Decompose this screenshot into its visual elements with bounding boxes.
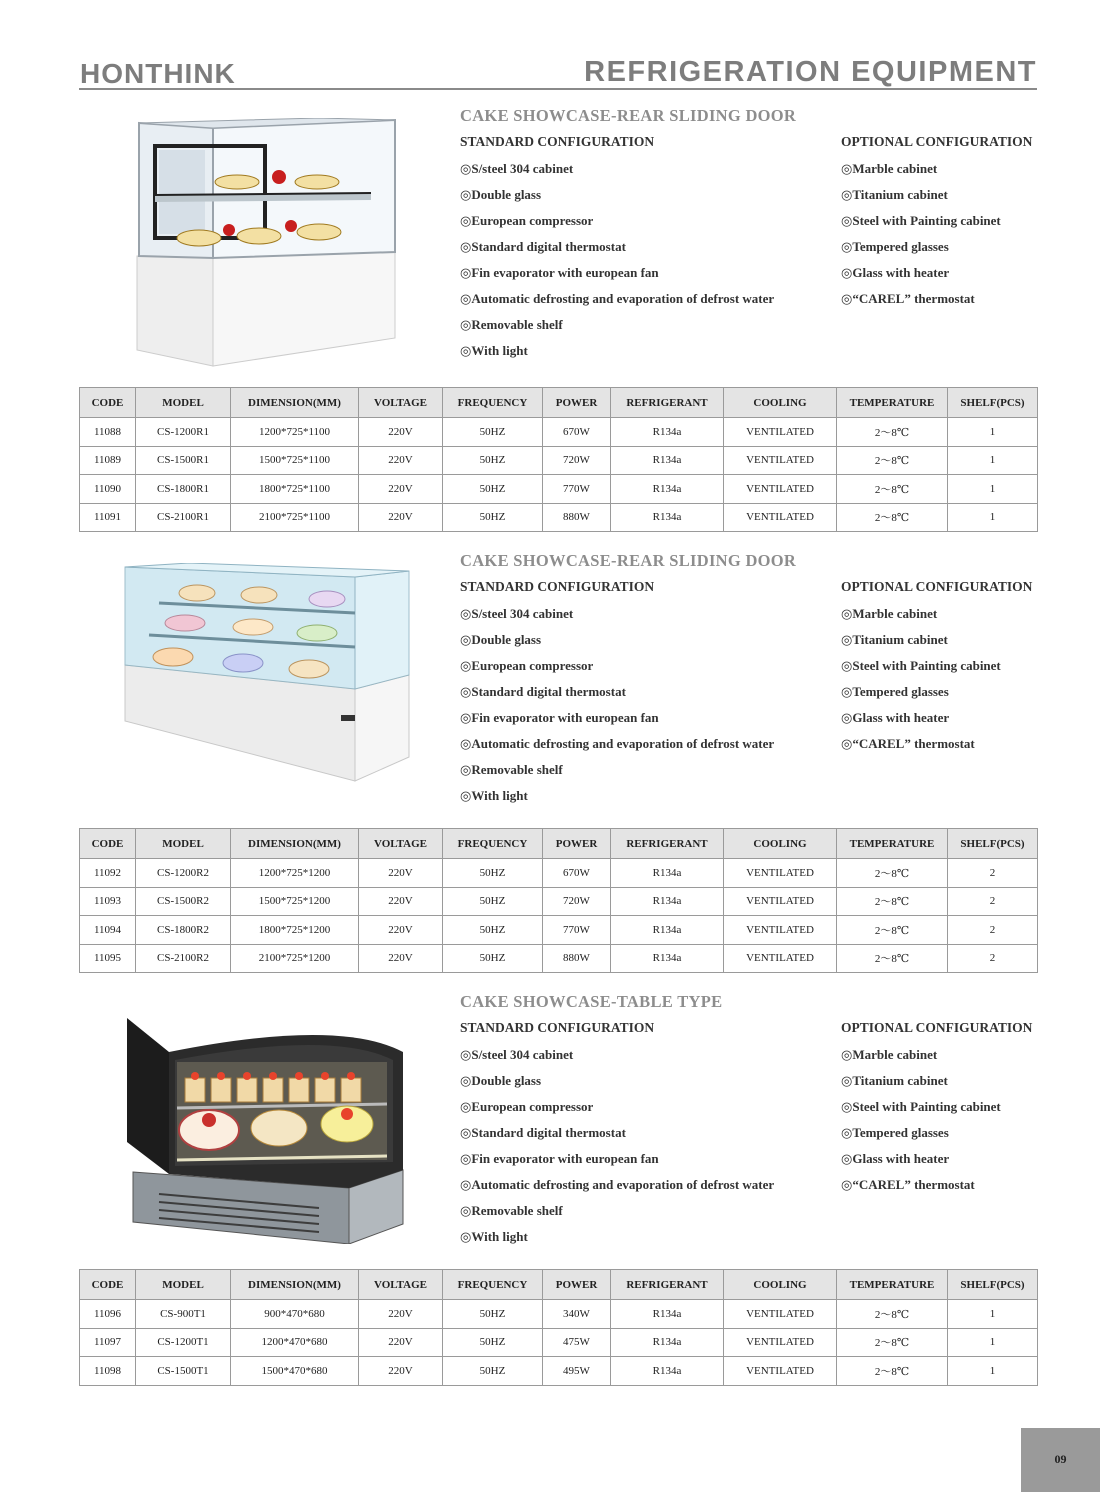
cell-shelf: 1 <box>948 1357 1038 1386</box>
optional-config-item: ◎“CAREL” thermostat <box>841 736 975 751</box>
section-title: CAKE SHOWCASE-REAR SLIDING DOOR <box>460 106 797 125</box>
cell-frequency: 50HZ <box>443 944 543 973</box>
cell-frequency: 50HZ <box>443 503 543 532</box>
cell-cooling: VENTILATED <box>724 916 837 945</box>
standard-config-item: ◎S/steel 304 cabinet <box>460 1047 574 1062</box>
table-row <box>80 859 1038 888</box>
cake-showcase-table-type-image <box>119 1012 419 1244</box>
cell-dimension: 1200*725*1100 <box>231 418 359 447</box>
cell-power: 495W <box>543 1357 611 1386</box>
cell-temperature: 2～8℃ <box>837 944 948 973</box>
cell-frequency: 50HZ <box>443 916 543 945</box>
cell-dimension: 2100*725*1100 <box>231 503 359 532</box>
cell-temperature: 2～8℃ <box>837 859 948 888</box>
optional-config-item: ◎Marble cabinet <box>841 1047 938 1062</box>
standard-config-item: ◎Fin evaporator with european fan <box>460 1151 659 1166</box>
cell-temperature: 2～8℃ <box>837 503 948 532</box>
cell-dimension: 2100*725*1200 <box>231 944 359 973</box>
cell-power: 720W <box>543 887 611 916</box>
column-header-code: CODE <box>80 829 136 859</box>
product-section-3 <box>79 992 1037 1386</box>
column-header-frequency: FREQUENCY <box>443 829 543 859</box>
cell-cooling: VENTILATED <box>724 1300 837 1329</box>
optional-config-heading: OPTIONAL CONFIGURATION <box>841 1020 1033 1035</box>
standard-config-item: ◎With light <box>460 1229 528 1244</box>
optional-config-item: ◎Glass with heater <box>841 1151 950 1166</box>
cell-refrigerant: R134a <box>611 916 724 945</box>
standard-config-heading: STANDARD CONFIGURATION <box>460 579 655 594</box>
catalog-category: REFRIGERATION EQUIPMENT <box>584 56 1037 88</box>
standard-config-item: ◎Double glass <box>460 187 542 202</box>
optional-config-item: ◎Titanium cabinet <box>841 187 948 202</box>
standard-config-item: ◎Double glass <box>460 1073 542 1088</box>
cell-power: 670W <box>543 418 611 447</box>
cell-voltage: 220V <box>359 887 443 916</box>
cell-cooling: VENTILATED <box>724 887 837 916</box>
cell-temperature: 2～8℃ <box>837 887 948 916</box>
optional-config-heading: OPTIONAL CONFIGURATION <box>841 579 1033 594</box>
column-header-frequency: FREQUENCY <box>443 1270 543 1300</box>
cell-shelf: 1 <box>948 503 1038 532</box>
cell-cooling: VENTILATED <box>724 418 837 447</box>
standard-config-item: ◎Automatic defrosting and evaporation of defrost water <box>460 291 775 306</box>
cell-temperature: 2～8℃ <box>837 1328 948 1357</box>
cake-showcase-rear-sliding-door-image <box>119 118 409 368</box>
standard-config-item: ◎S/steel 304 cabinet <box>460 606 574 621</box>
cell-voltage: 220V <box>359 1300 443 1329</box>
standard-config-item: ◎Removable shelf <box>460 762 563 777</box>
optional-config-item: ◎Tempered glasses <box>841 239 949 254</box>
optional-config-item: ◎“CAREL” thermostat <box>841 1177 975 1192</box>
cell-cooling: VENTILATED <box>724 859 837 888</box>
cell-model: CS-1200T1 <box>136 1328 231 1357</box>
brand-name: HONTHINK <box>80 58 236 89</box>
table-row <box>80 1357 1038 1386</box>
spec-table-header-row <box>80 829 1038 859</box>
cell-code: 11096 <box>80 1300 136 1329</box>
table-row <box>80 1300 1038 1329</box>
cell-power: 475W <box>543 1328 611 1357</box>
cell-model: CS-2100R1 <box>136 503 231 532</box>
section-title: CAKE SHOWCASE-REAR SLIDING DOOR <box>460 551 797 570</box>
product-section-2 <box>79 551 1037 973</box>
cell-code: 11090 <box>80 475 136 504</box>
cell-code: 11091 <box>80 503 136 532</box>
cell-cooling: VENTILATED <box>724 475 837 504</box>
standard-config-item: ◎With light <box>460 788 528 803</box>
cell-refrigerant: R134a <box>611 859 724 888</box>
spec-table <box>79 828 1038 973</box>
table-row <box>80 418 1038 447</box>
cell-temperature: 2～8℃ <box>837 1357 948 1386</box>
cell-refrigerant: R134a <box>611 887 724 916</box>
cell-code: 11092 <box>80 859 136 888</box>
optional-config-item: ◎Tempered glasses <box>841 1125 949 1140</box>
column-header-code: CODE <box>80 388 136 418</box>
cell-model: CS-1500R1 <box>136 446 231 475</box>
cell-refrigerant: R134a <box>611 503 724 532</box>
spec-table-header-row <box>80 388 1038 418</box>
spec-table <box>79 1269 1038 1386</box>
column-header-cooling: COOLING <box>724 388 837 418</box>
cake-showcase-rear-sliding-door-image <box>119 563 419 785</box>
cell-code: 11098 <box>80 1357 136 1386</box>
cell-shelf: 1 <box>948 475 1038 504</box>
column-header-power: POWER <box>543 829 611 859</box>
column-header-model: MODEL <box>136 829 231 859</box>
cell-dimension: 1500*725*1200 <box>231 887 359 916</box>
cell-voltage: 220V <box>359 1328 443 1357</box>
cell-frequency: 50HZ <box>443 446 543 475</box>
cell-voltage: 220V <box>359 944 443 973</box>
cell-voltage: 220V <box>359 1357 443 1386</box>
column-header-dimension: DIMENSION(MM) <box>231 388 359 418</box>
cell-power: 670W <box>543 859 611 888</box>
table-row <box>80 1328 1038 1357</box>
cell-code: 11095 <box>80 944 136 973</box>
cell-power: 770W <box>543 916 611 945</box>
cell-power: 880W <box>543 503 611 532</box>
cell-dimension: 1800*725*1200 <box>231 916 359 945</box>
standard-config-item: ◎Double glass <box>460 632 542 647</box>
table-row <box>80 503 1038 532</box>
cell-dimension: 1200*725*1200 <box>231 859 359 888</box>
cell-shelf: 2 <box>948 916 1038 945</box>
cell-frequency: 50HZ <box>443 1300 543 1329</box>
column-header-refrigerant: REFRIGERANT <box>611 829 724 859</box>
standard-config-item: ◎Standard digital thermostat <box>460 239 626 254</box>
page-number-tab <box>1021 1428 1100 1492</box>
cell-dimension: 1500*470*680 <box>231 1357 359 1386</box>
cell-dimension: 1500*725*1100 <box>231 446 359 475</box>
column-header-temperature: TEMPERATURE <box>837 1270 948 1300</box>
cell-shelf: 1 <box>948 1328 1038 1357</box>
column-header-voltage: VOLTAGE <box>359 388 443 418</box>
cell-voltage: 220V <box>359 418 443 447</box>
column-header-shelf: SHELF(PCS) <box>948 388 1038 418</box>
spec-table-header-row <box>80 1270 1038 1300</box>
column-header-model: MODEL <box>136 388 231 418</box>
optional-config-item: ◎Steel with Painting cabinet <box>841 658 1001 673</box>
cell-code: 11088 <box>80 418 136 447</box>
optional-config-item: ◎Steel with Painting cabinet <box>841 213 1001 228</box>
table-row <box>80 446 1038 475</box>
cell-refrigerant: R134a <box>611 475 724 504</box>
standard-config-item: ◎European compressor <box>460 1099 594 1114</box>
cell-shelf: 1 <box>948 1300 1038 1329</box>
standard-config-item: ◎Automatic defrosting and evaporation of defrost water <box>460 1177 775 1192</box>
cell-model: CS-1200R2 <box>136 859 231 888</box>
column-header-temperature: TEMPERATURE <box>837 829 948 859</box>
column-header-cooling: COOLING <box>724 829 837 859</box>
spec-table <box>79 387 1038 532</box>
cell-model: CS-1500R2 <box>136 887 231 916</box>
cell-dimension: 1200*470*680 <box>231 1328 359 1357</box>
standard-config-item: ◎Automatic defrosting and evaporation of defrost water <box>460 736 775 751</box>
cell-power: 880W <box>543 944 611 973</box>
cell-voltage: 220V <box>359 916 443 945</box>
cell-cooling: VENTILATED <box>724 503 837 532</box>
standard-config-item: ◎Fin evaporator with european fan <box>460 710 659 725</box>
cell-model: CS-2100R2 <box>136 944 231 973</box>
product-section-1 <box>79 106 1037 531</box>
cell-cooling: VENTILATED <box>724 446 837 475</box>
cell-frequency: 50HZ <box>443 887 543 916</box>
cell-refrigerant: R134a <box>611 1300 724 1329</box>
cell-shelf: 2 <box>948 859 1038 888</box>
cell-power: 720W <box>543 446 611 475</box>
cell-shelf: 2 <box>948 944 1038 973</box>
cell-cooling: VENTILATED <box>724 1328 837 1357</box>
standard-config-item: ◎Standard digital thermostat <box>460 684 626 699</box>
column-header-dimension: DIMENSION(MM) <box>231 1270 359 1300</box>
optional-config-item: ◎Titanium cabinet <box>841 632 948 647</box>
cell-voltage: 220V <box>359 446 443 475</box>
optional-config-item: ◎“CAREL” thermostat <box>841 291 975 306</box>
standard-config-item: ◎Standard digital thermostat <box>460 1125 626 1140</box>
cell-temperature: 2～8℃ <box>837 1300 948 1329</box>
column-header-power: POWER <box>543 1270 611 1300</box>
standard-config-item: ◎Removable shelf <box>460 317 563 332</box>
optional-config-item: ◎Tempered glasses <box>841 684 949 699</box>
optional-config-item: ◎Marble cabinet <box>841 161 938 176</box>
cell-power: 770W <box>543 475 611 504</box>
cell-shelf: 2 <box>948 887 1038 916</box>
cell-shelf: 1 <box>948 418 1038 447</box>
column-header-temperature: TEMPERATURE <box>837 388 948 418</box>
column-header-model: MODEL <box>136 1270 231 1300</box>
column-header-shelf: SHELF(PCS) <box>948 829 1038 859</box>
optional-config-item: ◎Steel with Painting cabinet <box>841 1099 1001 1114</box>
standard-config-heading: STANDARD CONFIGURATION <box>460 134 655 149</box>
cell-model: CS-1200R1 <box>136 418 231 447</box>
header-divider <box>79 88 1037 90</box>
cell-refrigerant: R134a <box>611 1357 724 1386</box>
cell-shelf: 1 <box>948 446 1038 475</box>
cell-frequency: 50HZ <box>443 1328 543 1357</box>
column-header-voltage: VOLTAGE <box>359 1270 443 1300</box>
cell-temperature: 2～8℃ <box>837 916 948 945</box>
cell-code: 11094 <box>80 916 136 945</box>
column-header-refrigerant: REFRIGERANT <box>611 388 724 418</box>
table-row <box>80 475 1038 504</box>
cell-voltage: 220V <box>359 475 443 504</box>
cell-power: 340W <box>543 1300 611 1329</box>
column-header-dimension: DIMENSION(MM) <box>231 829 359 859</box>
table-row <box>80 887 1038 916</box>
cell-code: 11093 <box>80 887 136 916</box>
section-title: CAKE SHOWCASE-TABLE TYPE <box>460 992 723 1011</box>
table-row <box>80 916 1038 945</box>
column-header-voltage: VOLTAGE <box>359 829 443 859</box>
cell-code: 11089 <box>80 446 136 475</box>
standard-config-item: ◎European compressor <box>460 213 594 228</box>
optional-config-item: ◎Titanium cabinet <box>841 1073 948 1088</box>
column-header-cooling: COOLING <box>724 1270 837 1300</box>
standard-config-item: ◎S/steel 304 cabinet <box>460 161 574 176</box>
cell-cooling: VENTILATED <box>724 944 837 973</box>
standard-config-item: ◎European compressor <box>460 658 594 673</box>
column-header-frequency: FREQUENCY <box>443 388 543 418</box>
column-header-code: CODE <box>80 1270 136 1300</box>
cell-voltage: 220V <box>359 859 443 888</box>
page-number: 09 <box>1054 1452 1067 1466</box>
column-header-power: POWER <box>543 388 611 418</box>
cell-temperature: 2～8℃ <box>837 418 948 447</box>
column-header-refrigerant: REFRIGERANT <box>611 1270 724 1300</box>
optional-config-item: ◎Glass with heater <box>841 265 950 280</box>
cell-model: CS-1800R1 <box>136 475 231 504</box>
standard-config-item: ◎Fin evaporator with european fan <box>460 265 659 280</box>
cell-frequency: 50HZ <box>443 418 543 447</box>
cell-model: CS-1500T1 <box>136 1357 231 1386</box>
optional-config-item: ◎Glass with heater <box>841 710 950 725</box>
cell-voltage: 220V <box>359 503 443 532</box>
cell-model: CS-900T1 <box>136 1300 231 1329</box>
optional-config-heading: OPTIONAL CONFIGURATION <box>841 134 1033 149</box>
standard-config-item: ◎Removable shelf <box>460 1203 563 1218</box>
column-header-shelf: SHELF(PCS) <box>948 1270 1038 1300</box>
cell-refrigerant: R134a <box>611 418 724 447</box>
optional-config-item: ◎Marble cabinet <box>841 606 938 621</box>
cell-refrigerant: R134a <box>611 446 724 475</box>
cell-frequency: 50HZ <box>443 475 543 504</box>
cell-code: 11097 <box>80 1328 136 1357</box>
cell-refrigerant: R134a <box>611 944 724 973</box>
table-row <box>80 944 1038 973</box>
standard-config-heading: STANDARD CONFIGURATION <box>460 1020 655 1035</box>
cell-refrigerant: R134a <box>611 1328 724 1357</box>
cell-cooling: VENTILATED <box>724 1357 837 1386</box>
cell-frequency: 50HZ <box>443 859 543 888</box>
standard-config-item: ◎With light <box>460 343 528 358</box>
cell-dimension: 1800*725*1100 <box>231 475 359 504</box>
cell-frequency: 50HZ <box>443 1357 543 1386</box>
cell-dimension: 900*470*680 <box>231 1300 359 1329</box>
cell-temperature: 2～8℃ <box>837 475 948 504</box>
cell-temperature: 2～8℃ <box>837 446 948 475</box>
cell-model: CS-1800R2 <box>136 916 231 945</box>
